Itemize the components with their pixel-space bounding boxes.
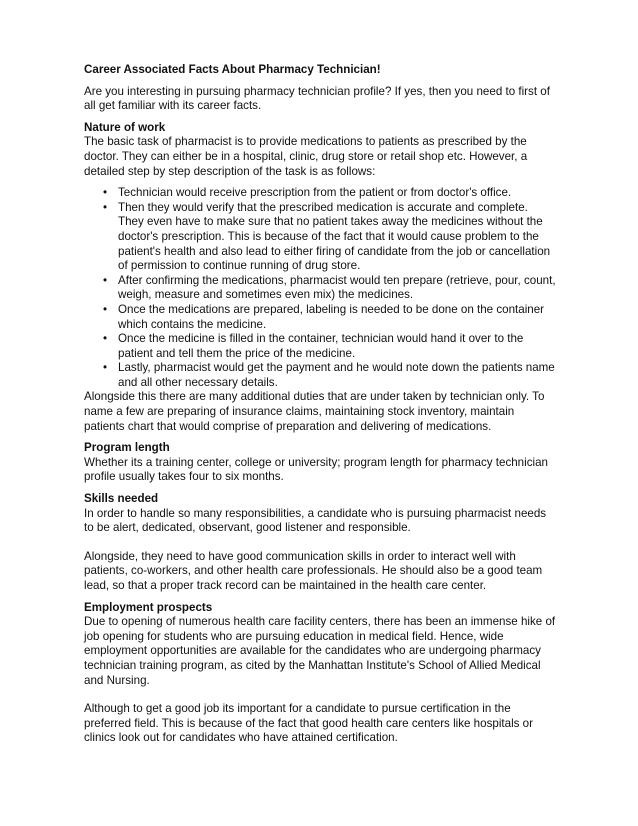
list-item-text: Once the medicine is filled in the container, technician would hand it over to the patient and tell them the price of the medicine. [118, 332, 524, 360]
intro-paragraph: Are you interesting in pursuing pharmacy technician profile? If yes, then you need to first of all get familiar with its career facts. [84, 84, 550, 113]
bullet-icon: • [103, 361, 108, 375]
bullet-icon: • [103, 186, 108, 200]
task-steps-list [84, 186, 556, 390]
list-item-text: Technician would receive prescription from the patient or from doctor's office. [118, 186, 512, 200]
employment-paragraph-2: Although to get a good job its important for a candidate to pursue certification in the preferred field. This is because of the fact that good health care centers like hospitals or clinics look out for candidates who have attained certification. [84, 702, 533, 745]
skills-paragraph-1: In order to handle so many responsibilities, a candidate who is pursuing pharmacist needs to be alert, dedicated, observant, good listener and responsible. [84, 506, 547, 535]
additional-duties-paragraph: Alongside this there are many additional duties that are under taken by technician only. To name a few are preparing of insurance claims, maintaining stock inventory, maintain patients chart that would comprise of preparation and delivering of medications. [84, 390, 545, 433]
section-heading-program-length: Program length [84, 441, 170, 455]
list-item-text: Once the medications are prepared, labeling is needed to be done on the container which contains the medicine. [118, 302, 545, 331]
employment-paragraph-1: Due to opening of numerous health care facility centers, there has been an immense hike of job opening for students who are pursuing education in medical field. Hence, wide employment opportunities are available for the candidates who are undergoing pharmacy technician training program, as cited by the Manhattan Institute's School of Allied Medical and Nursing. [84, 615, 556, 687]
list-item-text: After confirming the medications, pharmacist would ten prepare (retrieve, pour, count, weigh, measure and sometimes even mix) the medicines. [118, 273, 556, 302]
bullet-icon: • [103, 302, 108, 316]
document-page [84, 63, 556, 746]
employment-prospects-section [84, 601, 556, 746]
list-item [103, 332, 556, 361]
nature-of-work-section [84, 121, 556, 434]
bullet-icon: • [103, 200, 108, 214]
section-heading-employment-prospects: Employment prospects [84, 600, 213, 614]
program-length-section [84, 441, 556, 485]
list-item-text: Lastly, pharmacist would get the payment and he would note down the patients name and all other necessary details. [118, 361, 555, 389]
list-item-text: Then they would verify that the prescribed medication is accurate and complete. They even have to make sure that no patient takes away the medicines without the doctor's prescription. This is because of the fact that it would cause problem to the patient's health and also lead to either firing of candidate from the job or cancellation of permission to continue running of drug store. [118, 200, 551, 273]
skills-paragraph-2: Alongside, they need to have good communication skills in order to interact well with patients, co-workers, and other health care professionals. He should also be a good team lead, so that a proper track record can be maintained in the health care center. [84, 549, 543, 592]
section-heading-nature-of-work: Nature of work [84, 120, 166, 134]
bullet-icon: • [103, 273, 108, 287]
list-item [103, 273, 556, 303]
document-title: Career Associated Facts About Pharmacy Technician! [84, 63, 381, 76]
program-length-paragraph: Whether its a training center, college or university; program length for pharmacy technician profile usually takes four to six months. [84, 455, 548, 484]
list-item [103, 302, 556, 332]
list-item [103, 200, 556, 274]
nature-of-work-paragraph: The basic task of pharmacist is to provide medications to patients as prescribed by the doctor. They can either be in a hospital, clinic, drug store or retail shop etc. However, a detailed step by step description of the task is as follows: [84, 135, 528, 178]
bullet-icon: • [103, 332, 108, 346]
section-heading-skills-needed: Skills needed [84, 492, 159, 506]
skills-needed-section [84, 492, 556, 594]
list-item [103, 361, 556, 390]
list-item [103, 186, 556, 201]
